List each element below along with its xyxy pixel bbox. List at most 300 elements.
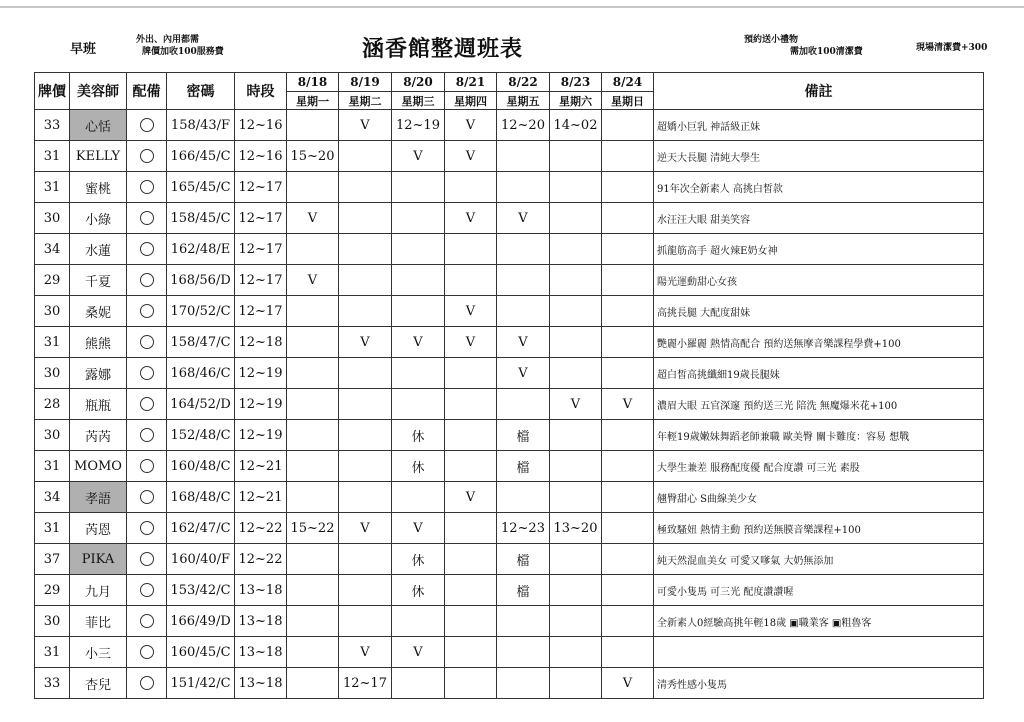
day-schedule-cell [550,296,602,327]
booking-note [744,34,863,58]
col-time-header: 時段 [235,73,287,110]
measurements-cell: 168/48/C [167,482,235,513]
circle-icon [140,614,154,628]
day-schedule-cell [287,296,339,327]
weekday-header: 星期四 [445,92,497,110]
rest-cell [287,575,339,606]
price-cell: 31 [35,637,70,668]
day-schedule-cell [392,234,445,265]
remark-cell: 純天然混血美女 可愛又嗲氣 大奶無添加 [654,544,984,575]
day-schedule-cell: V [602,668,654,699]
day-schedule-cell: V [392,637,445,668]
circle-icon [140,304,154,318]
table-row [35,141,984,172]
remark-cell: 水汪汪大眼 甜美笑容 [654,203,984,234]
day-schedule-cell: V [497,327,550,358]
day-schedule-cell: 15~22 [287,513,339,544]
measurements-cell: 168/56/D [167,265,235,296]
staff-name-cell: 九月 [70,575,127,606]
day-schedule-cell [497,637,550,668]
weekday-header: 星期三 [392,92,445,110]
rest-cell [602,575,654,606]
day-schedule-cell [497,234,550,265]
price-cell: 34 [35,482,70,513]
equipment-cell [127,451,167,482]
day-schedule-cell [497,606,550,637]
equipment-cell [127,482,167,513]
circle-icon [140,242,154,256]
date-header: 8/19 [339,73,392,92]
time-slot-cell: 12~16 [235,110,287,141]
circle-icon [140,490,154,504]
remark-cell: 超白皙高挑纖細19歲長腿妹 [654,358,984,389]
time-slot-cell: 13~18 [235,668,287,699]
service-fee-note-line2: 牌價加收100服務費 [142,47,224,57]
time-slot-cell: 12~21 [235,482,287,513]
day-schedule-cell [445,668,497,699]
rest-cell [339,451,392,482]
remark-cell: 逆天大長腿 清純大學生 [654,141,984,172]
day-schedule-cell [392,482,445,513]
day-schedule-cell [602,358,654,389]
price-cell: 30 [35,420,70,451]
circle-icon [140,521,154,535]
day-schedule-cell [550,358,602,389]
day-schedule-cell: V [497,203,550,234]
table-row [35,265,984,296]
remark-cell: 高挑長腿 大配度甜妹 [654,296,984,327]
measurements-cell: 166/49/D [167,606,235,637]
day-schedule-cell [339,358,392,389]
measurements-cell: 170/52/C [167,296,235,327]
price-cell: 31 [35,327,70,358]
table-row [35,482,984,513]
time-slot-cell: 13~18 [235,637,287,668]
day-schedule-cell: V [445,141,497,172]
measurements-cell: 160/48/C [167,451,235,482]
rest-label-cell: 休 [392,451,445,482]
measurements-cell: 162/48/E [167,234,235,265]
day-schedule-cell: 12~20 [497,110,550,141]
service-fee-note [136,34,224,58]
measurements-cell: 165/45/C [167,172,235,203]
rest-cell [550,420,602,451]
circle-icon [140,118,154,132]
day-schedule-cell [602,172,654,203]
table-row [35,637,984,668]
day-schedule-cell [445,265,497,296]
day-schedule-cell: 12~23 [497,513,550,544]
day-schedule-cell: V [339,513,392,544]
day-schedule-cell: 13~20 [550,513,602,544]
day-schedule-cell [550,327,602,358]
equipment-cell [127,110,167,141]
day-schedule-cell: V [339,327,392,358]
remark-cell [654,637,984,668]
measurements-cell: 158/45/C [167,203,235,234]
measurements-cell: 158/43/F [167,110,235,141]
day-schedule-cell [497,389,550,420]
day-schedule-cell: 12~17 [339,668,392,699]
circle-icon [140,335,154,349]
remark-cell: 濃眉大眼 五官深邃 預約送三光 陪洗 無魔爆米花+100 [654,389,984,420]
weekday-header: 星期二 [339,92,392,110]
staff-name-cell: 露娜 [70,358,127,389]
day-schedule-cell [550,606,602,637]
rest-cell [550,544,602,575]
day-schedule-cell [602,265,654,296]
rest-cell [287,451,339,482]
price-cell: 33 [35,110,70,141]
weekday-header: 星期六 [550,92,602,110]
day-schedule-cell [445,637,497,668]
day-schedule-cell [339,141,392,172]
rest-label-cell: 檔 [497,420,550,451]
equipment-cell [127,637,167,668]
rest-cell [550,575,602,606]
day-schedule-cell [602,296,654,327]
time-slot-cell: 12~22 [235,544,287,575]
equipment-cell [127,389,167,420]
day-schedule-cell: V [392,327,445,358]
day-schedule-cell: V [339,637,392,668]
circle-icon [140,397,154,411]
rest-label-cell: 休 [392,420,445,451]
col-remark-header: 備註 [654,73,984,110]
staff-name-cell: 芮芮 [70,420,127,451]
remark-cell: 艷麗小羅麗 熱情高配合 預約送無摩音樂課程學費+100 [654,327,984,358]
time-slot-cell: 13~18 [235,606,287,637]
equipment-cell [127,606,167,637]
day-schedule-cell [287,637,339,668]
rest-cell [287,544,339,575]
day-schedule-cell [392,606,445,637]
circle-icon [140,180,154,194]
day-schedule-cell [339,172,392,203]
day-schedule-cell [602,637,654,668]
measurements-cell: 158/47/C [167,327,235,358]
measurements-cell: 152/48/C [167,420,235,451]
time-slot-cell: 12~21 [235,451,287,482]
equipment-cell [127,327,167,358]
page-title: 涵香館整週班表 [362,36,524,62]
measurements-cell: 164/52/D [167,389,235,420]
time-slot-cell: 12~19 [235,358,287,389]
price-cell: 31 [35,451,70,482]
top-rule [0,6,1024,8]
time-slot-cell: 12~17 [235,172,287,203]
equipment-cell [127,575,167,606]
shift-label: 早班 [70,42,97,57]
day-schedule-cell: V [392,513,445,544]
day-schedule-cell: V [445,296,497,327]
day-schedule-cell [445,234,497,265]
time-slot-cell: 12~17 [235,296,287,327]
measurements-cell: 162/47/C [167,513,235,544]
rest-cell [445,575,497,606]
table-row [35,451,984,482]
staff-name-cell: 熊熊 [70,327,127,358]
rest-cell [339,420,392,451]
day-schedule-cell [339,606,392,637]
price-cell: 31 [35,141,70,172]
staff-name-cell: KELLY [70,141,127,172]
day-schedule-cell [445,513,497,544]
remark-cell: 翹臀甜心 S曲線美少女 [654,482,984,513]
measurements-cell: 166/45/C [167,141,235,172]
price-cell: 31 [35,513,70,544]
time-slot-cell: 12~19 [235,389,287,420]
remark-cell: 陽光運動甜心女孩 [654,265,984,296]
staff-name-cell: 千夏 [70,265,127,296]
rest-cell [287,420,339,451]
rest-label-cell: 休 [392,544,445,575]
table-row [35,296,984,327]
staff-name-cell: PIKA [70,544,127,575]
day-schedule-cell [392,358,445,389]
measurements-cell: 160/40/F [167,544,235,575]
weekday-header: 星期一 [287,92,339,110]
day-schedule-cell: V [392,141,445,172]
day-schedule-cell [602,327,654,358]
day-schedule-cell [339,203,392,234]
rest-cell [339,575,392,606]
circle-icon [140,459,154,473]
day-schedule-cell [339,234,392,265]
time-slot-cell: 12~17 [235,265,287,296]
staff-name-cell: 心恬 [70,110,127,141]
measurements-cell: 151/42/C [167,668,235,699]
rest-cell [445,544,497,575]
day-schedule-cell [602,234,654,265]
day-schedule-cell [392,265,445,296]
col-equip-header: 配備 [127,73,167,110]
date-header: 8/24 [602,73,654,92]
date-header: 8/23 [550,73,602,92]
booking-note-line1: 預約送小禮物 [744,35,799,45]
day-schedule-cell [550,265,602,296]
table-row [35,575,984,606]
remark-cell: 年輕19歲嫩妹舞蹈老師兼職 歐美臀 關卡難度：容易 想戰 [654,420,984,451]
day-schedule-cell [602,482,654,513]
equipment-cell [127,513,167,544]
day-schedule-cell: 12~19 [392,110,445,141]
table-row [35,513,984,544]
day-schedule-cell [287,606,339,637]
price-cell: 30 [35,358,70,389]
day-schedule-cell: V [497,358,550,389]
staff-name-cell: MOMO [70,451,127,482]
circle-icon [140,583,154,597]
table-row [35,203,984,234]
day-schedule-cell [287,389,339,420]
staff-name-cell: 杏兒 [70,668,127,699]
day-schedule-cell [497,172,550,203]
equipment-cell [127,296,167,327]
staff-name-cell: 孝語 [70,482,127,513]
rest-label-cell: 檔 [497,575,550,606]
weekday-header: 星期五 [497,92,550,110]
table-row [35,234,984,265]
circle-icon [140,428,154,442]
rest-cell [550,451,602,482]
table-row [35,544,984,575]
measurements-cell: 160/45/C [167,637,235,668]
measurements-cell: 153/42/C [167,575,235,606]
table-row [35,327,984,358]
date-header: 8/21 [445,73,497,92]
staff-name-cell: 水蓮 [70,234,127,265]
day-schedule-cell [497,668,550,699]
equipment-cell [127,668,167,699]
time-slot-cell: 13~18 [235,575,287,606]
day-schedule-cell [392,668,445,699]
rest-cell [339,544,392,575]
day-schedule-cell [339,389,392,420]
day-schedule-cell [497,265,550,296]
price-cell: 30 [35,606,70,637]
day-schedule-cell [287,110,339,141]
remark-cell: 極致騷妞 熱情主動 預約送無膜音樂課程+100 [654,513,984,544]
table-row [35,172,984,203]
day-schedule-cell: V [445,482,497,513]
table-row [35,389,984,420]
price-cell: 30 [35,296,70,327]
table-row [35,668,984,699]
circle-icon [140,645,154,659]
day-schedule-cell [602,110,654,141]
measurements-cell: 168/46/C [167,358,235,389]
equipment-cell [127,203,167,234]
rest-cell [445,451,497,482]
day-schedule-cell [392,172,445,203]
rest-cell [445,420,497,451]
price-cell: 30 [35,203,70,234]
day-schedule-cell [550,482,602,513]
day-schedule-cell [339,265,392,296]
day-schedule-cell [392,389,445,420]
day-schedule-cell [550,234,602,265]
circle-icon [140,273,154,287]
day-schedule-cell [287,358,339,389]
circle-icon [140,366,154,380]
price-cell: 33 [35,668,70,699]
equipment-cell [127,141,167,172]
price-cell: 37 [35,544,70,575]
day-schedule-cell [287,234,339,265]
day-schedule-cell [287,482,339,513]
day-schedule-cell: V [445,110,497,141]
day-schedule-cell [339,482,392,513]
price-cell: 29 [35,265,70,296]
day-schedule-cell [287,668,339,699]
equipment-cell [127,544,167,575]
time-slot-cell: 12~17 [235,234,287,265]
day-schedule-cell: V [287,265,339,296]
day-schedule-cell [550,668,602,699]
staff-name-cell: 瓶瓶 [70,389,127,420]
day-schedule-cell [602,606,654,637]
day-schedule-cell [392,296,445,327]
day-schedule-cell: 15~20 [287,141,339,172]
date-header: 8/22 [497,73,550,92]
day-schedule-cell [445,358,497,389]
day-schedule-cell: 14~02 [550,110,602,141]
table-row [35,606,984,637]
circle-icon [140,552,154,566]
time-slot-cell: 12~22 [235,513,287,544]
equipment-cell [127,358,167,389]
booking-note-line2: 需加收100清潔費 [790,47,863,57]
remark-cell: 全新素人0經驗高挑年輕18歲 ▣職業客 ▣粗魯客 [654,606,984,637]
equipment-cell [127,234,167,265]
schedule-body [35,110,984,699]
remark-cell: 超嬌小巨乳 神話級正妹 [654,110,984,141]
staff-name-cell: 小綠 [70,203,127,234]
time-slot-cell: 12~19 [235,420,287,451]
rest-cell [602,451,654,482]
day-schedule-cell [445,389,497,420]
day-schedule-cell: V [550,389,602,420]
day-schedule-cell [602,513,654,544]
cleaning-fee-note: 現場清潔費+300 [916,43,988,53]
day-schedule-cell [602,141,654,172]
price-cell: 31 [35,172,70,203]
schedule-table [34,72,984,699]
rest-cell [602,420,654,451]
time-slot-cell: 12~17 [235,203,287,234]
circle-icon [140,211,154,225]
rest-label-cell: 檔 [497,451,550,482]
staff-name-cell: 芮恩 [70,513,127,544]
table-row [35,420,984,451]
day-schedule-cell: V [287,203,339,234]
table-row [35,358,984,389]
col-name-header: 美容師 [70,73,127,110]
equipment-cell [127,265,167,296]
day-schedule-cell [339,296,392,327]
circle-icon [140,676,154,690]
rest-label-cell: 休 [392,575,445,606]
staff-name-cell: 菲比 [70,606,127,637]
header-row-dates [35,73,984,92]
day-schedule-cell [497,141,550,172]
price-cell: 29 [35,575,70,606]
equipment-cell [127,420,167,451]
price-cell: 34 [35,234,70,265]
day-schedule-cell [550,141,602,172]
time-slot-cell: 12~16 [235,141,287,172]
day-schedule-cell [445,172,497,203]
day-schedule-cell [550,637,602,668]
day-schedule-cell [497,296,550,327]
day-schedule-cell [497,482,550,513]
day-schedule-cell [602,203,654,234]
remark-cell: 91年次全新素人 高挑白皙款 [654,172,984,203]
day-schedule-cell: V [602,389,654,420]
day-schedule-cell: V [445,327,497,358]
date-header: 8/18 [287,73,339,92]
table-row [35,110,984,141]
day-schedule-cell [445,606,497,637]
rest-cell [602,544,654,575]
col-price-header: 牌價 [35,73,70,110]
price-cell: 28 [35,389,70,420]
day-schedule-cell [550,172,602,203]
day-schedule-cell: V [445,203,497,234]
staff-name-cell: 蜜桃 [70,172,127,203]
day-schedule-cell [550,203,602,234]
